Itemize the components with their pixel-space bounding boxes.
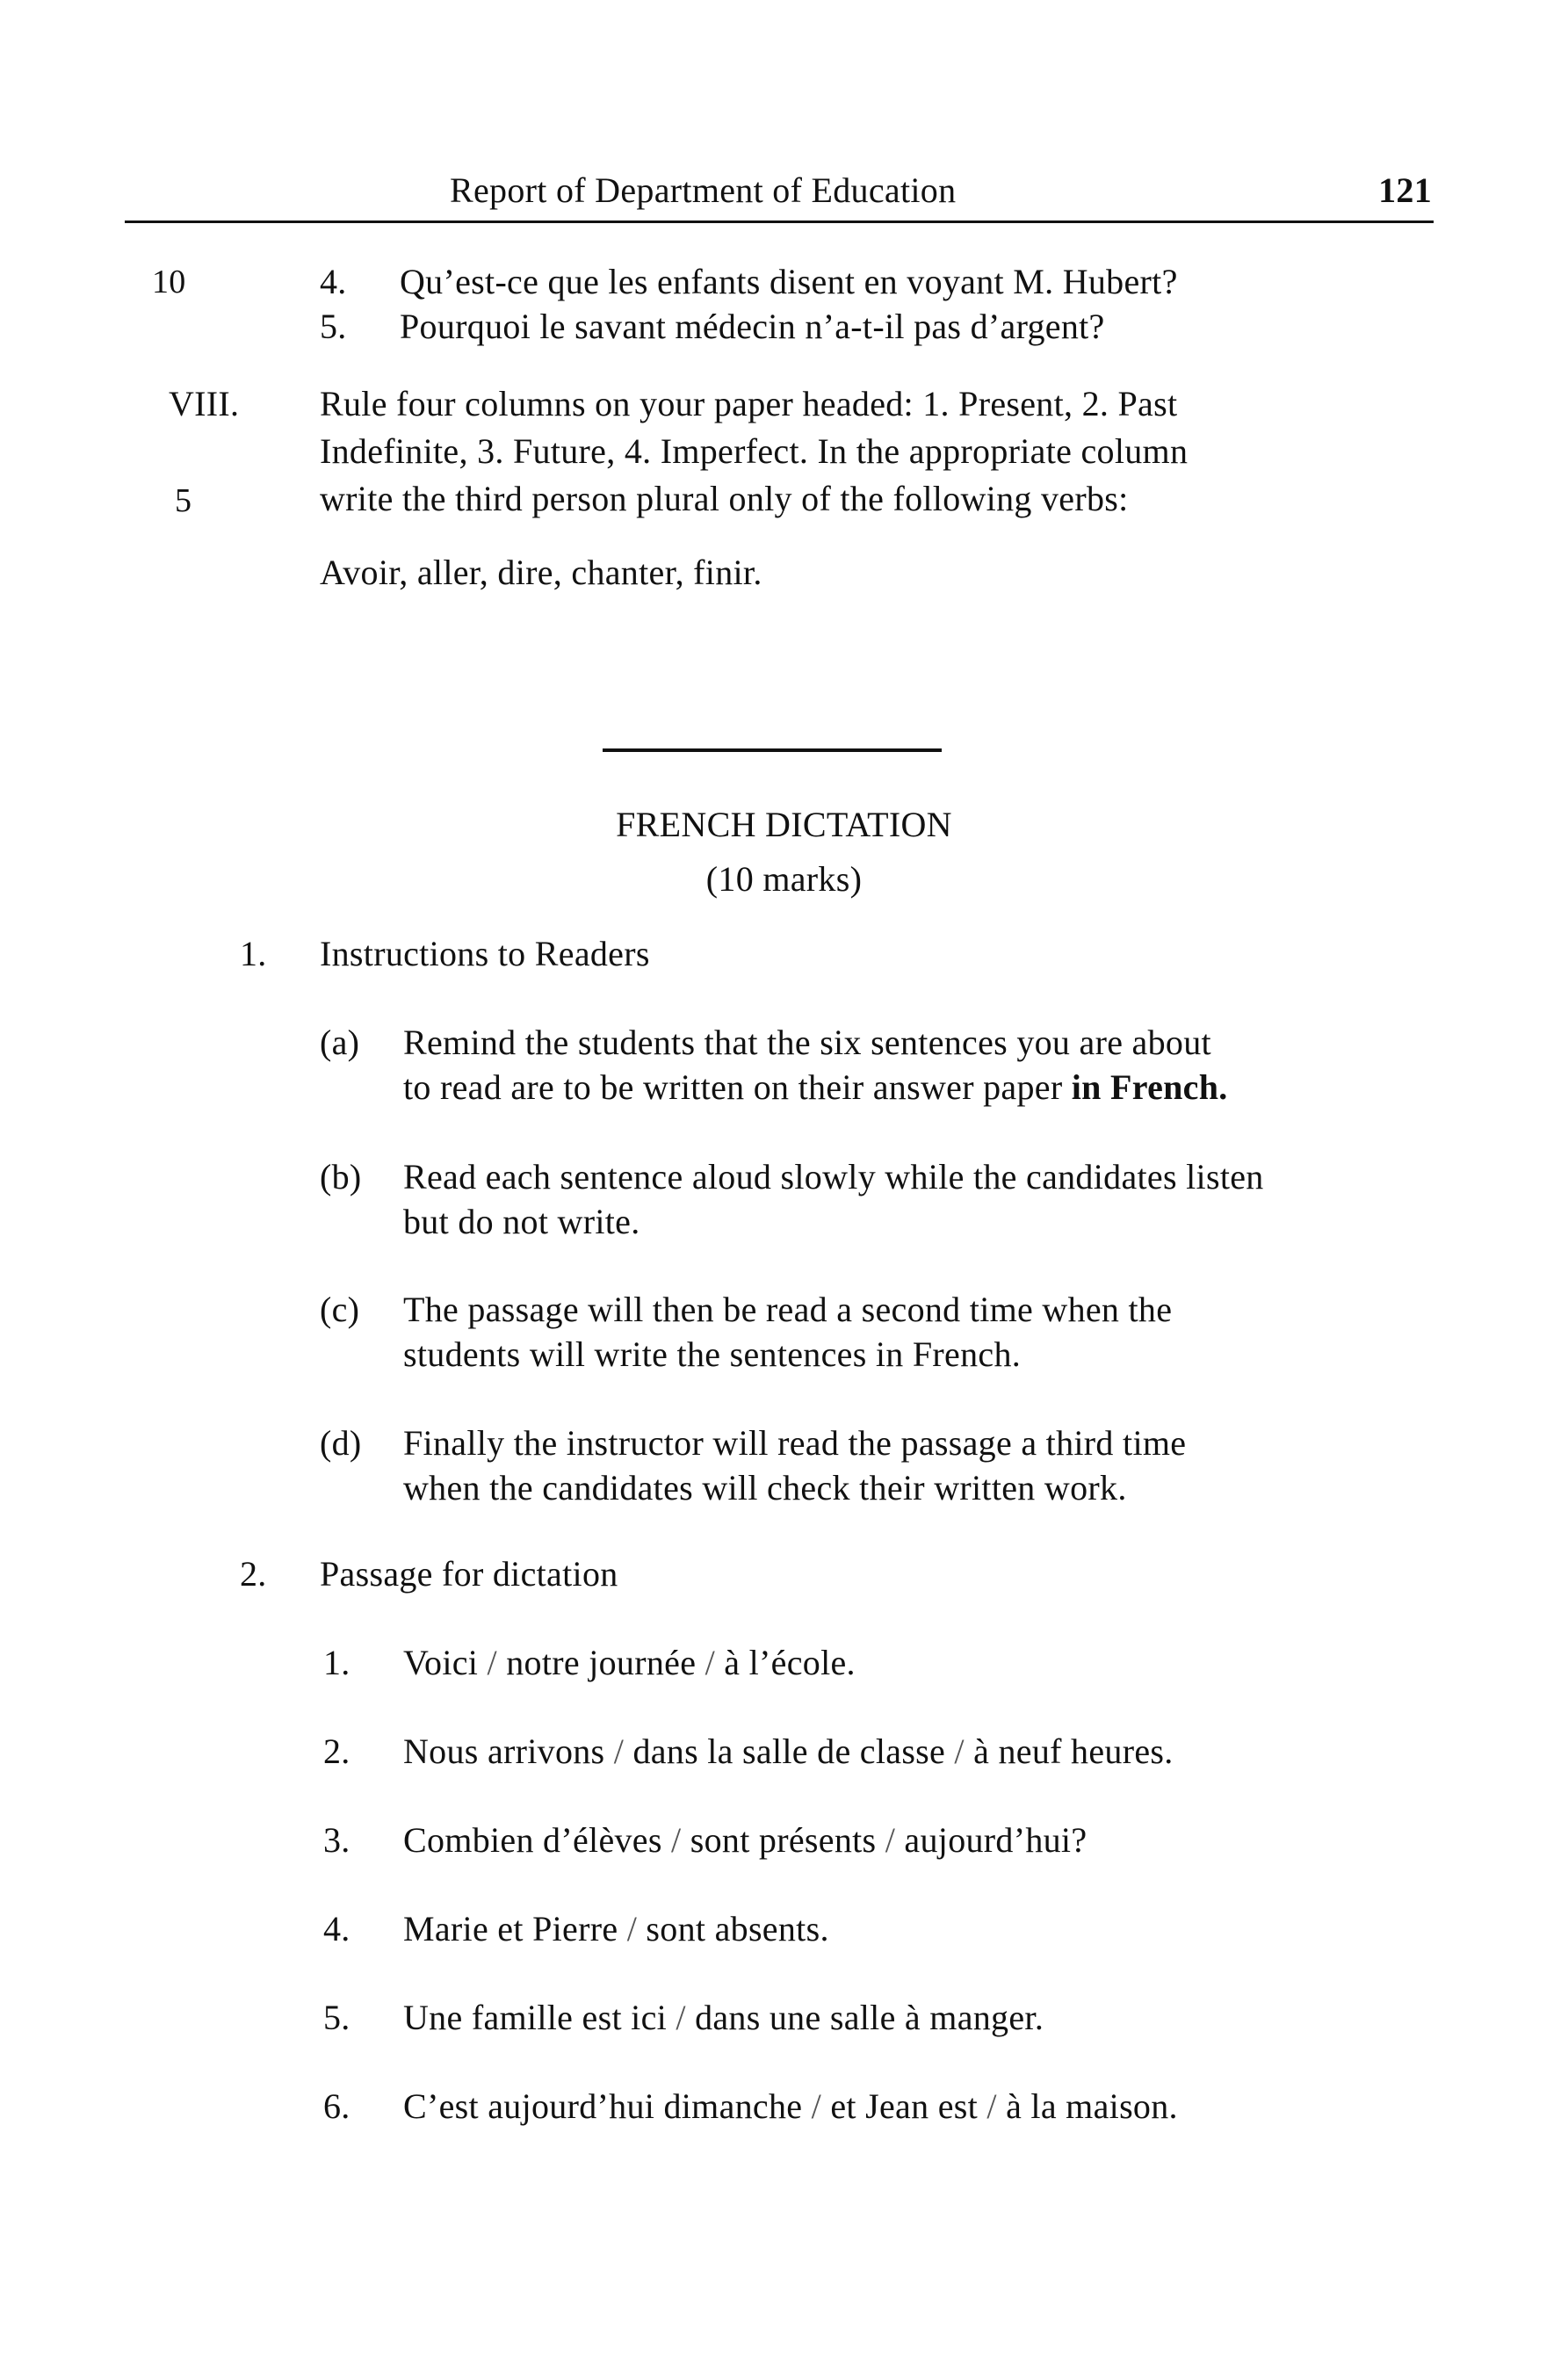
sentence-segment: Une famille est ici xyxy=(403,1998,668,2037)
dictation-title: FRENCH DICTATION xyxy=(616,805,952,844)
instruction-line: Remind the students that the six sentences you are about xyxy=(403,1023,1211,1062)
instruction-line: students will write the sentences in French. xyxy=(403,1334,1022,1374)
section-viii-line: Rule four columns on your paper headed: 1. Present, 2. Past xyxy=(320,384,1178,423)
running-header-title: Report of Department of Education xyxy=(450,170,957,210)
header-rule xyxy=(125,220,1434,223)
sentence-segment: Marie et Pierre xyxy=(403,1909,618,1948)
question-number: 5. xyxy=(320,307,347,346)
page-number: 121 xyxy=(1378,170,1432,210)
question-text: Pourquoi le savant médecin n’a-t-il pas d’argent? xyxy=(400,307,1105,346)
phrase-separator: / xyxy=(478,1643,507,1682)
sentence-segment: C’est aujourd’hui dimanche xyxy=(403,2086,803,2126)
instruction-letter: (d) xyxy=(320,1423,362,1463)
sentence-segment: aujourd’hui? xyxy=(904,1820,1087,1860)
section-number-viii: VIII. xyxy=(169,384,240,423)
sentence-segment: et Jean est xyxy=(830,2086,979,2126)
question-text: Qu’est-ce que les enfants disent en voyant M. Hubert? xyxy=(400,262,1178,301)
sentence-segment: à neuf heures. xyxy=(973,1731,1174,1771)
part-number: 2. xyxy=(240,1554,267,1594)
sentence-segment: Voici xyxy=(403,1643,479,1682)
instruction-line: The passage will then be read a second time when the xyxy=(403,1290,1173,1329)
instruction-line: Read each sentence aloud slowly while the candidates listen xyxy=(403,1157,1264,1196)
sentence-segment: Nous arrivons xyxy=(403,1731,605,1771)
instruction-line xyxy=(403,1066,1228,1109)
dictation-marks: (10 marks) xyxy=(705,859,863,899)
sentence-segment: à l’école. xyxy=(724,1643,856,1682)
part-number: 1. xyxy=(240,934,267,973)
instruction-letter: (b) xyxy=(320,1157,362,1196)
sentence-segment: dans une salle à manger. xyxy=(695,1998,1044,2037)
dictation-sentence xyxy=(403,1642,856,1684)
dictation-sentence xyxy=(403,2086,1178,2128)
sentence-number: 4. xyxy=(323,1909,350,1948)
phrase-separator: / xyxy=(696,1643,725,1682)
sentence-number: 3. xyxy=(323,1820,350,1860)
phrase-separator: / xyxy=(945,1731,974,1771)
instruction-text: to read are to be written on their answer paper xyxy=(403,1067,1072,1107)
instruction-emphasis: in French. xyxy=(1071,1067,1228,1107)
sentence-segment: notre journée xyxy=(506,1643,697,1682)
margin-mark-10: 10 xyxy=(152,264,186,300)
sentence-segment: Combien d’élèves xyxy=(403,1820,662,1860)
dictation-sentence xyxy=(403,1997,1044,2039)
instruction-letter: (c) xyxy=(320,1290,360,1329)
phrase-separator: / xyxy=(802,2086,831,2126)
sentence-number: 6. xyxy=(323,2086,350,2126)
phrase-separator: / xyxy=(618,1909,647,1948)
dictation-sentence xyxy=(403,1819,1087,1862)
section-viii-line: Indefinite, 3. Future, 4. Imperfect. In the appropriate column xyxy=(320,431,1189,471)
instruction-letter: (a) xyxy=(320,1023,360,1062)
phrase-separator: / xyxy=(667,1998,696,2037)
verb-list: Avoir, aller, dire, chanter, finir. xyxy=(320,553,762,592)
section-divider xyxy=(603,748,942,752)
sentence-number: 2. xyxy=(323,1731,350,1771)
sentence-number: 5. xyxy=(323,1998,350,2037)
instruction-line: Finally the instructor will read the passage a third time xyxy=(403,1423,1187,1463)
phrase-separator: / xyxy=(661,1820,690,1860)
part-heading: Passage for dictation xyxy=(320,1554,618,1594)
sentence-segment: dans la salle de classe xyxy=(632,1731,946,1771)
phrase-separator: / xyxy=(978,2086,1007,2126)
phrase-separator: / xyxy=(876,1820,905,1860)
instruction-line: when the candidates will check their written work. xyxy=(403,1468,1127,1507)
margin-mark-5: 5 xyxy=(175,482,192,519)
dictation-sentence xyxy=(403,1731,1174,1773)
question-number: 4. xyxy=(320,262,347,301)
sentence-number: 1. xyxy=(323,1643,350,1682)
sentence-segment: sont absents. xyxy=(646,1909,829,1948)
dictation-sentence xyxy=(403,1908,829,1950)
sentence-segment: sont présents xyxy=(690,1820,877,1860)
instruction-line: but do not write. xyxy=(403,1202,640,1241)
sentence-segment: à la maison. xyxy=(1006,2086,1178,2126)
phrase-separator: / xyxy=(604,1731,633,1771)
section-viii-line: write the third person plural only of the following verbs: xyxy=(320,479,1129,518)
part-heading: Instructions to Readers xyxy=(320,934,650,973)
